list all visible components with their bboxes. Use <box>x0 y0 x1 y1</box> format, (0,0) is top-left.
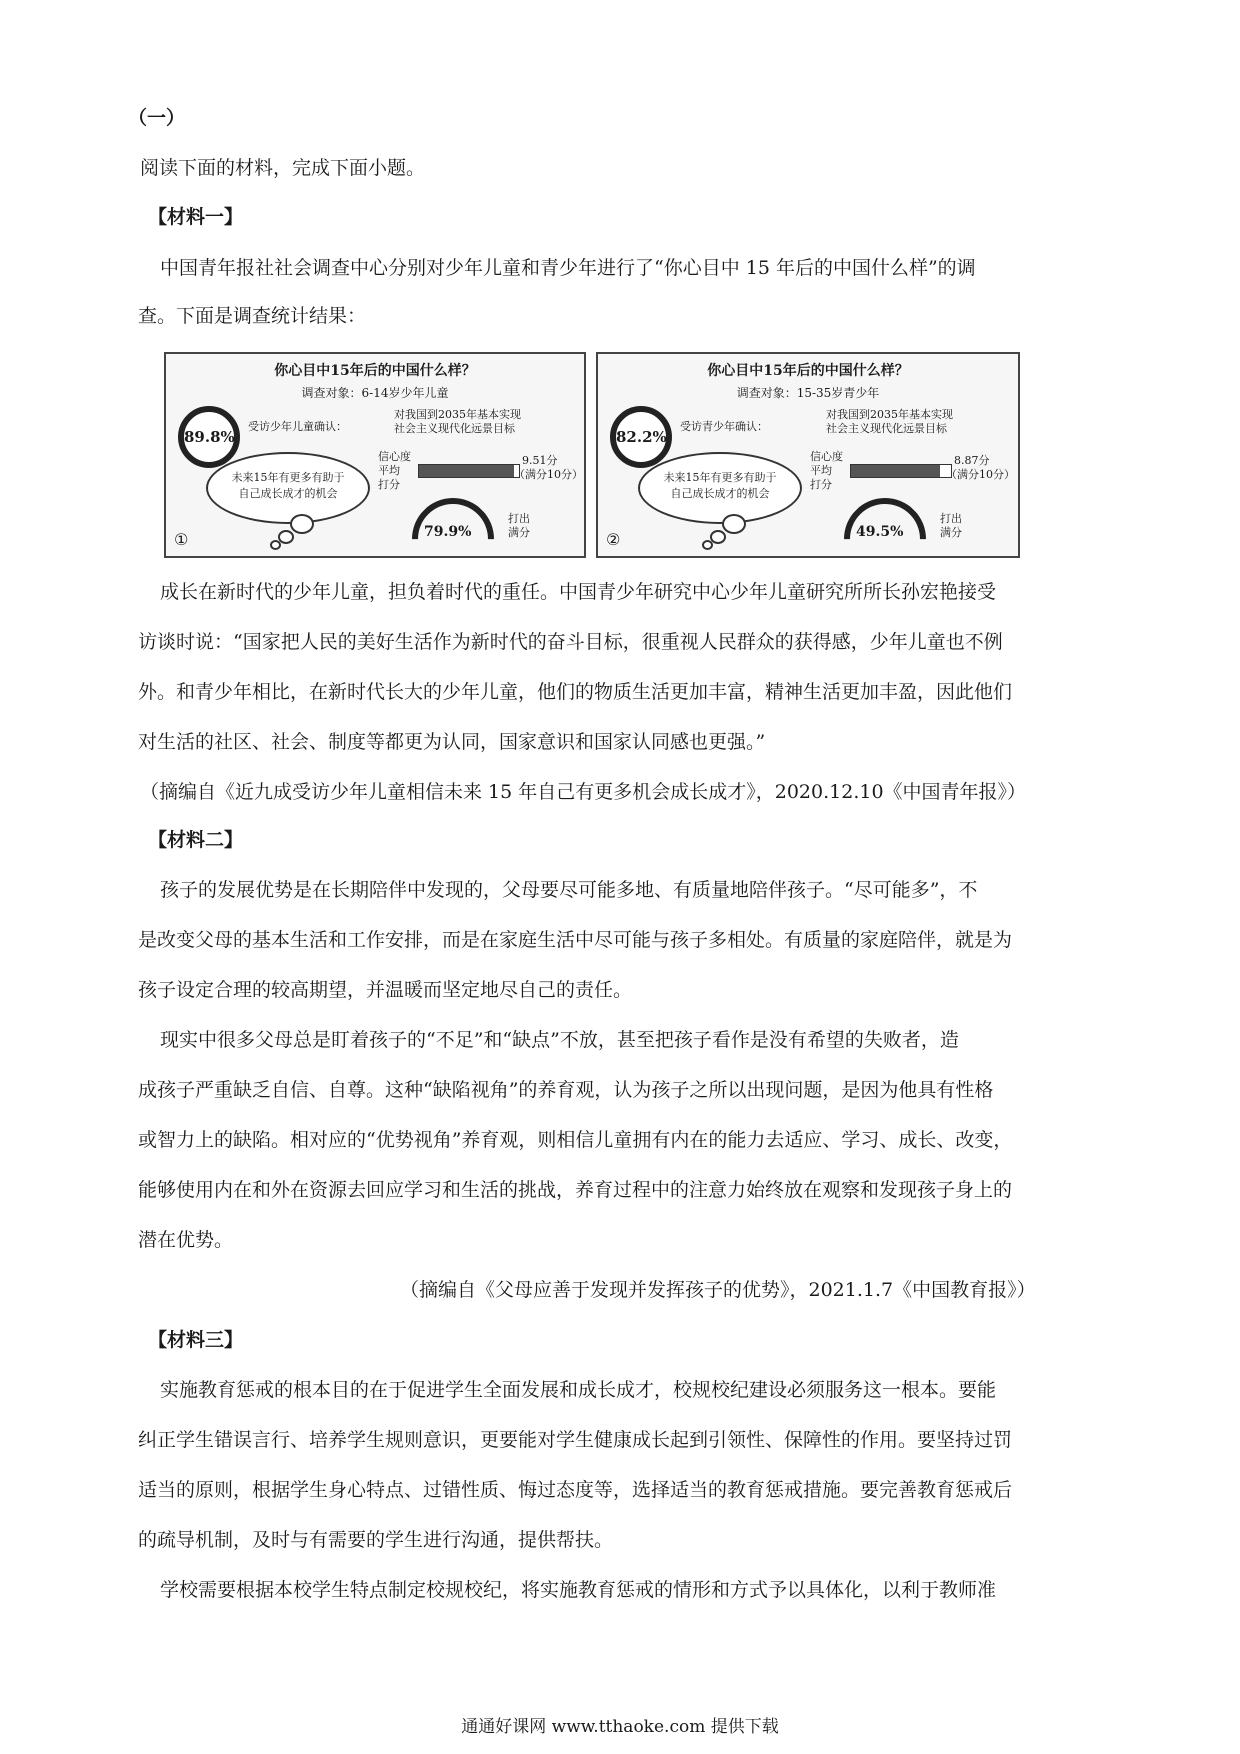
target-text-2: 社会主义现代化远景目标 <box>394 422 515 435</box>
confidence-bar <box>418 464 520 478</box>
material1-para2-line2: 访谈时说：“国家把人民的美好生活作为新时代的奋斗目标，很重视人民群众的获得感，少年儿童也不例 <box>138 631 1003 653</box>
material2-para2-line1: 现实中很多父母总是盯着孩子的“不足”和“缺点”不放，甚至把孩子看作是没有希望的失败者，造 <box>160 1029 959 1051</box>
material2-para2-line5: 潜在优势。 <box>138 1229 234 1251</box>
material1-para2-line4: 对生活的社区、社会、制度等都更为认同，国家意识和国家认同感也更强。” <box>138 731 766 753</box>
material2-para1-line1: 孩子的发展优势是在长期陪伴中发现的，父母要尽可能多地、有质量地陪伴孩子。“尽可能多”，不 <box>160 879 978 901</box>
confidence-bar-fill <box>419 465 514 477</box>
bubble-text-1: 未来15年有更多有助于 <box>231 471 345 484</box>
material2-para2-line2: 成孩子严重缺乏自信、自尊。这种“缺陷视角”的养育观，认为孩子之所以出现问题，是因为他具有性格 <box>138 1079 994 1101</box>
bubble-text-1: 未来15年有更多有助于 <box>663 471 777 484</box>
survey-panel-children <box>164 352 586 558</box>
bubble-dot <box>722 514 746 534</box>
section-title: （一） <box>128 107 186 129</box>
panel-number: ① <box>174 530 189 549</box>
opportunity-bubble <box>206 452 370 524</box>
material2-source: （摘编自《父母应善于发现并发挥孩子的优势》，2021.1.7《中国教育报》） <box>400 1279 1036 1301</box>
confidence-label-3: 打分 <box>378 478 400 491</box>
full-score-pct: 79.9% <box>424 524 472 540</box>
target-text-1: 对我国到2035年基本实现 <box>394 408 521 421</box>
material1-source: （摘编自《近九成受访少年儿童相信未来 15 年自己有更多机会成长成才》，2020.12.10《中国青年报》） <box>140 781 1027 803</box>
material3-para1-line4: 的疏导机制，及时与有需要的学生进行沟通，提供帮扶。 <box>138 1529 614 1551</box>
material1-heading: 【材料一】 <box>148 206 244 228</box>
full-label-1: 打出 <box>508 512 530 525</box>
ring-label: 受访青少年确认： <box>680 420 768 433</box>
bubble-dot <box>290 514 314 534</box>
panel-title: 你心目中15年后的中国什么样？ <box>707 363 909 379</box>
full-label-2: 满分 <box>508 526 530 539</box>
page-footer: 通通好课网 www.tthaoke.com 提供下载 <box>461 1717 779 1737</box>
material2-para2-line4: 能够使用内在和外在资源去回应学习和生活的挑战，养育过程中的注意力始终放在观察和发现孩子身上的 <box>138 1179 1013 1201</box>
ring-label: 受访少年儿童确认： <box>248 420 347 433</box>
ring-value: 89.8% <box>178 406 240 468</box>
full-score-pct: 49.5% <box>856 524 904 540</box>
confidence-bar-fill <box>851 465 940 477</box>
material2-para2-line3: 或智力上的缺陷。相对应的“优势视角”养育观，则相信儿童拥有内在的能力去适应、学习、成长、改变， <box>138 1129 1013 1151</box>
bubble-dot <box>270 540 281 550</box>
bubble-text-2: 自己成长成才的机会 <box>670 487 770 500</box>
material2-para1-line2: 是改变父母的基本生活和工作安排，而是在家庭生活中尽可能与孩子多相处。有质量的家庭陪伴，就是为 <box>138 929 1013 951</box>
ring-value: 82.2% <box>610 406 672 468</box>
material1-para1-line1: 中国青年报社社会调查中心分别对少年儿童和青少年进行了“你心目中 15 年后的中国什么样”的调 <box>160 257 976 279</box>
bubble-text-2: 自己成长成才的机会 <box>238 487 338 500</box>
score-note: （满分10分） <box>514 468 583 481</box>
confidence-label-3: 打分 <box>810 478 832 491</box>
material1-para1-line2: 查。下面是调查统计结果： <box>138 305 367 327</box>
material2-heading: 【材料二】 <box>148 829 244 851</box>
material3-para1-line3: 适当的原则，根据学生身心特点、过错性质、悔过态度等，选择适当的教育惩戒措施。要完善教育惩戒后 <box>138 1479 1013 1501</box>
target-text-1: 对我国到2035年基本实现 <box>826 408 953 421</box>
intro-text: 阅读下面的材料，完成下面小题。 <box>140 157 426 179</box>
panel-subject: 调查对象：6-14岁少年儿童 <box>301 386 449 400</box>
score-note: （满分10分） <box>946 468 1015 481</box>
bubble-dot <box>702 540 713 550</box>
panel-title: 你心目中15年后的中国什么样？ <box>274 363 476 379</box>
confidence-score: 9.51分 <box>522 454 558 467</box>
panel-subject: 调查对象：15-35岁青少年 <box>736 386 880 400</box>
target-text-2: 社会主义现代化远景目标 <box>826 422 947 435</box>
material3-para1-line2: 纠正学生错误言行、培养学生规则意识，更要能对学生健康成长起到引领性、保障性的作用。要坚持过罚 <box>138 1429 1013 1451</box>
full-label-2: 满分 <box>940 526 962 539</box>
confidence-bar <box>850 464 952 478</box>
confidence-label-1: 信心度 <box>378 450 411 463</box>
material3-para1-line1: 实施教育惩戒的根本目的在于促进学生全面发展和成长成才，校规校纪建设必须服务这一根本。要能 <box>160 1379 997 1401</box>
survey-panel-youth <box>596 352 1020 558</box>
confidence-label-2: 平均 <box>378 464 400 477</box>
confidence-label-2: 平均 <box>810 464 832 477</box>
confidence-label-1: 信心度 <box>810 450 843 463</box>
material3-heading: 【材料三】 <box>148 1329 244 1351</box>
material1-para2-line1: 成长在新时代的少年儿童，担负着时代的重任。中国青少年研究中心少年儿童研究所所长孙宏艳接受 <box>160 581 997 603</box>
opportunity-bubble <box>638 452 802 524</box>
confidence-score: 8.87分 <box>954 454 990 467</box>
panel-number: ② <box>606 530 621 549</box>
material3-para2-line1: 学校需要根据本校学生特点制定校规校纪，将实施教育惩戒的情形和方式予以具体化，以利于教师准 <box>160 1579 997 1601</box>
material1-para2-line3: 外。和青少年相比，在新时代长大的少年儿童，他们的物质生活更加丰富，精神生活更加丰盈，因此他们 <box>138 681 1013 703</box>
full-label-1: 打出 <box>940 512 962 525</box>
material2-para1-line3: 孩子设定合理的较高期望，并温暖而坚定地尽自己的责任。 <box>138 979 633 1001</box>
